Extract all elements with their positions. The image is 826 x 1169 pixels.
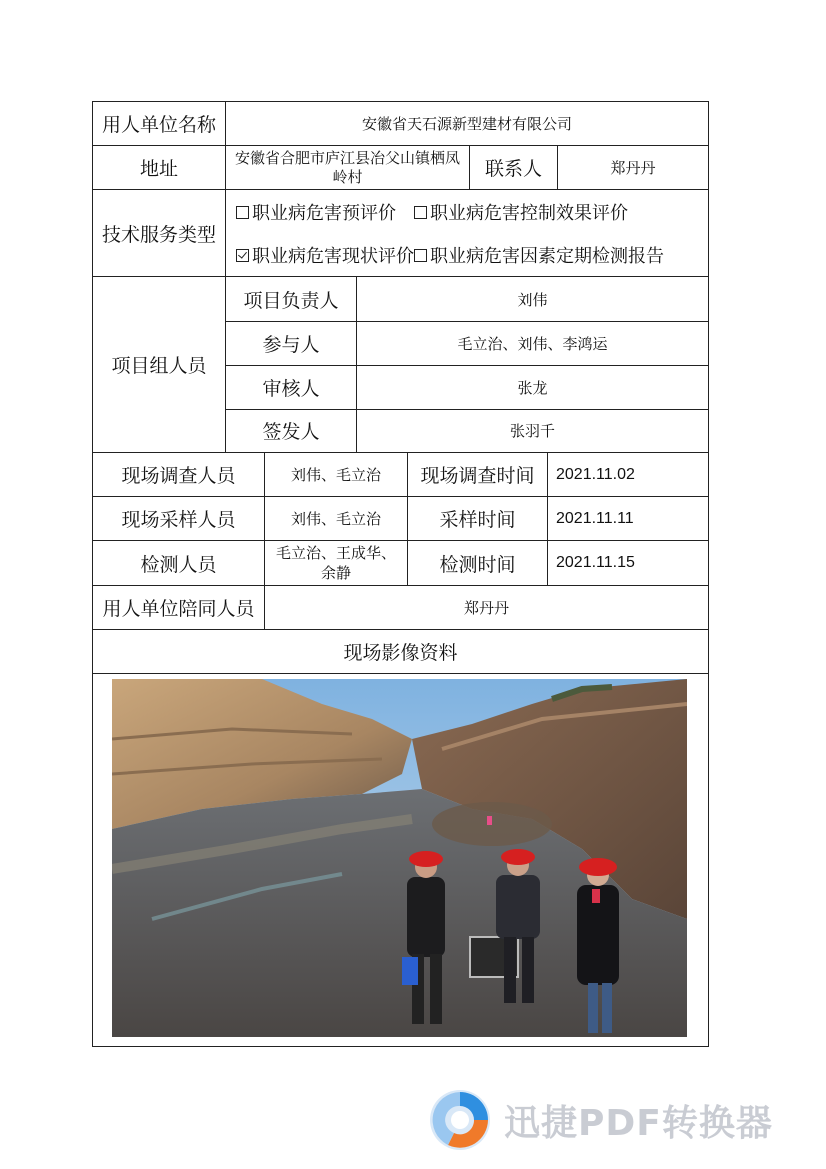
sampling-staff-label: 现场采样人员	[121, 509, 236, 531]
checkbox-periodic-testing[interactable]	[414, 249, 427, 262]
sampling-time-value: 2021.11.11	[547, 497, 708, 540]
testing-staff-label: 检测人员	[140, 553, 217, 576]
team-label: 项目组人员	[111, 355, 207, 377]
option-status-assessment: 职业病危害现状评价	[252, 246, 414, 267]
option-control-effect: 职业病危害控制效果评价	[430, 203, 628, 224]
survey-staff-label: 现场调查人员	[121, 465, 236, 487]
service-options	[225, 190, 708, 276]
testing-time-label: 检测时间	[407, 541, 547, 585]
team-name: 刘伟	[356, 277, 708, 321]
photo-section-header	[92, 630, 709, 674]
team-row	[226, 365, 708, 410]
quarry-photo-image	[112, 679, 687, 1037]
employer-row	[92, 101, 709, 146]
address-value: 安徽省合肥市庐江县冶父山镇栖凤岭村	[225, 146, 469, 189]
contact-label: 联系人	[469, 146, 557, 189]
accompany-value: 郑丹丹	[264, 586, 708, 629]
survey-row	[92, 453, 709, 497]
team-name: 毛立治、刘伟、李鸿运	[356, 321, 708, 365]
survey-staff-value: 刘伟、毛立治	[264, 453, 407, 496]
team-name: 张羽千	[356, 409, 708, 452]
site-photo	[112, 679, 687, 1037]
address-label: 地址	[139, 158, 178, 180]
team-role: 签发人	[262, 421, 320, 443]
sampling-row	[92, 497, 709, 541]
checkbox-status-assessment[interactable]	[236, 249, 249, 262]
team-row	[226, 277, 708, 322]
equipment-device	[402, 957, 418, 985]
team-role: 参与人	[262, 333, 320, 356]
watermark-text: 迅捷PDF转换器	[504, 1102, 773, 1144]
accompany-label: 用人单位陪同人员	[102, 598, 255, 620]
employer-label: 用人单位名称	[101, 114, 216, 136]
checkbox-control-effect[interactable]	[414, 206, 427, 219]
service-type-row	[92, 190, 709, 277]
option-pre-assessment: 职业病危害预评价	[252, 203, 396, 224]
testing-time-value: 2021.11.15	[547, 541, 708, 585]
team-role: 项目负责人	[243, 289, 339, 312]
service-type-label: 技术服务类型	[101, 223, 216, 246]
service-options-line-1	[226, 199, 708, 225]
contact-value: 郑丹丹	[557, 146, 708, 189]
checkbox-pre-assessment[interactable]	[236, 206, 249, 219]
service-options-line-2	[226, 242, 708, 268]
team-name: 张龙	[356, 365, 708, 409]
team-row	[226, 321, 708, 366]
photo-section-label: 现场影像资料	[343, 642, 458, 664]
survey-time-label: 现场调查时间	[407, 453, 547, 496]
employer-value: 安徽省天石源新型建材有限公司	[225, 102, 708, 145]
team-block	[92, 277, 709, 453]
accompany-row	[92, 586, 709, 630]
survey-time-value: 2021.11.02	[547, 453, 708, 496]
testing-staff-value: 毛立治、王成华、余静	[264, 541, 407, 585]
testing-row	[92, 541, 709, 586]
pdf-converter-logo-icon	[428, 1088, 492, 1152]
address-row	[92, 146, 709, 190]
watermark	[428, 1088, 810, 1152]
option-periodic-testing: 职业病危害因素定期检测报告	[430, 246, 664, 267]
sampling-staff-value: 刘伟、毛立治	[264, 497, 407, 540]
team-row	[226, 409, 708, 452]
sampling-time-label: 采样时间	[407, 497, 547, 540]
team-role: 审核人	[262, 377, 320, 400]
